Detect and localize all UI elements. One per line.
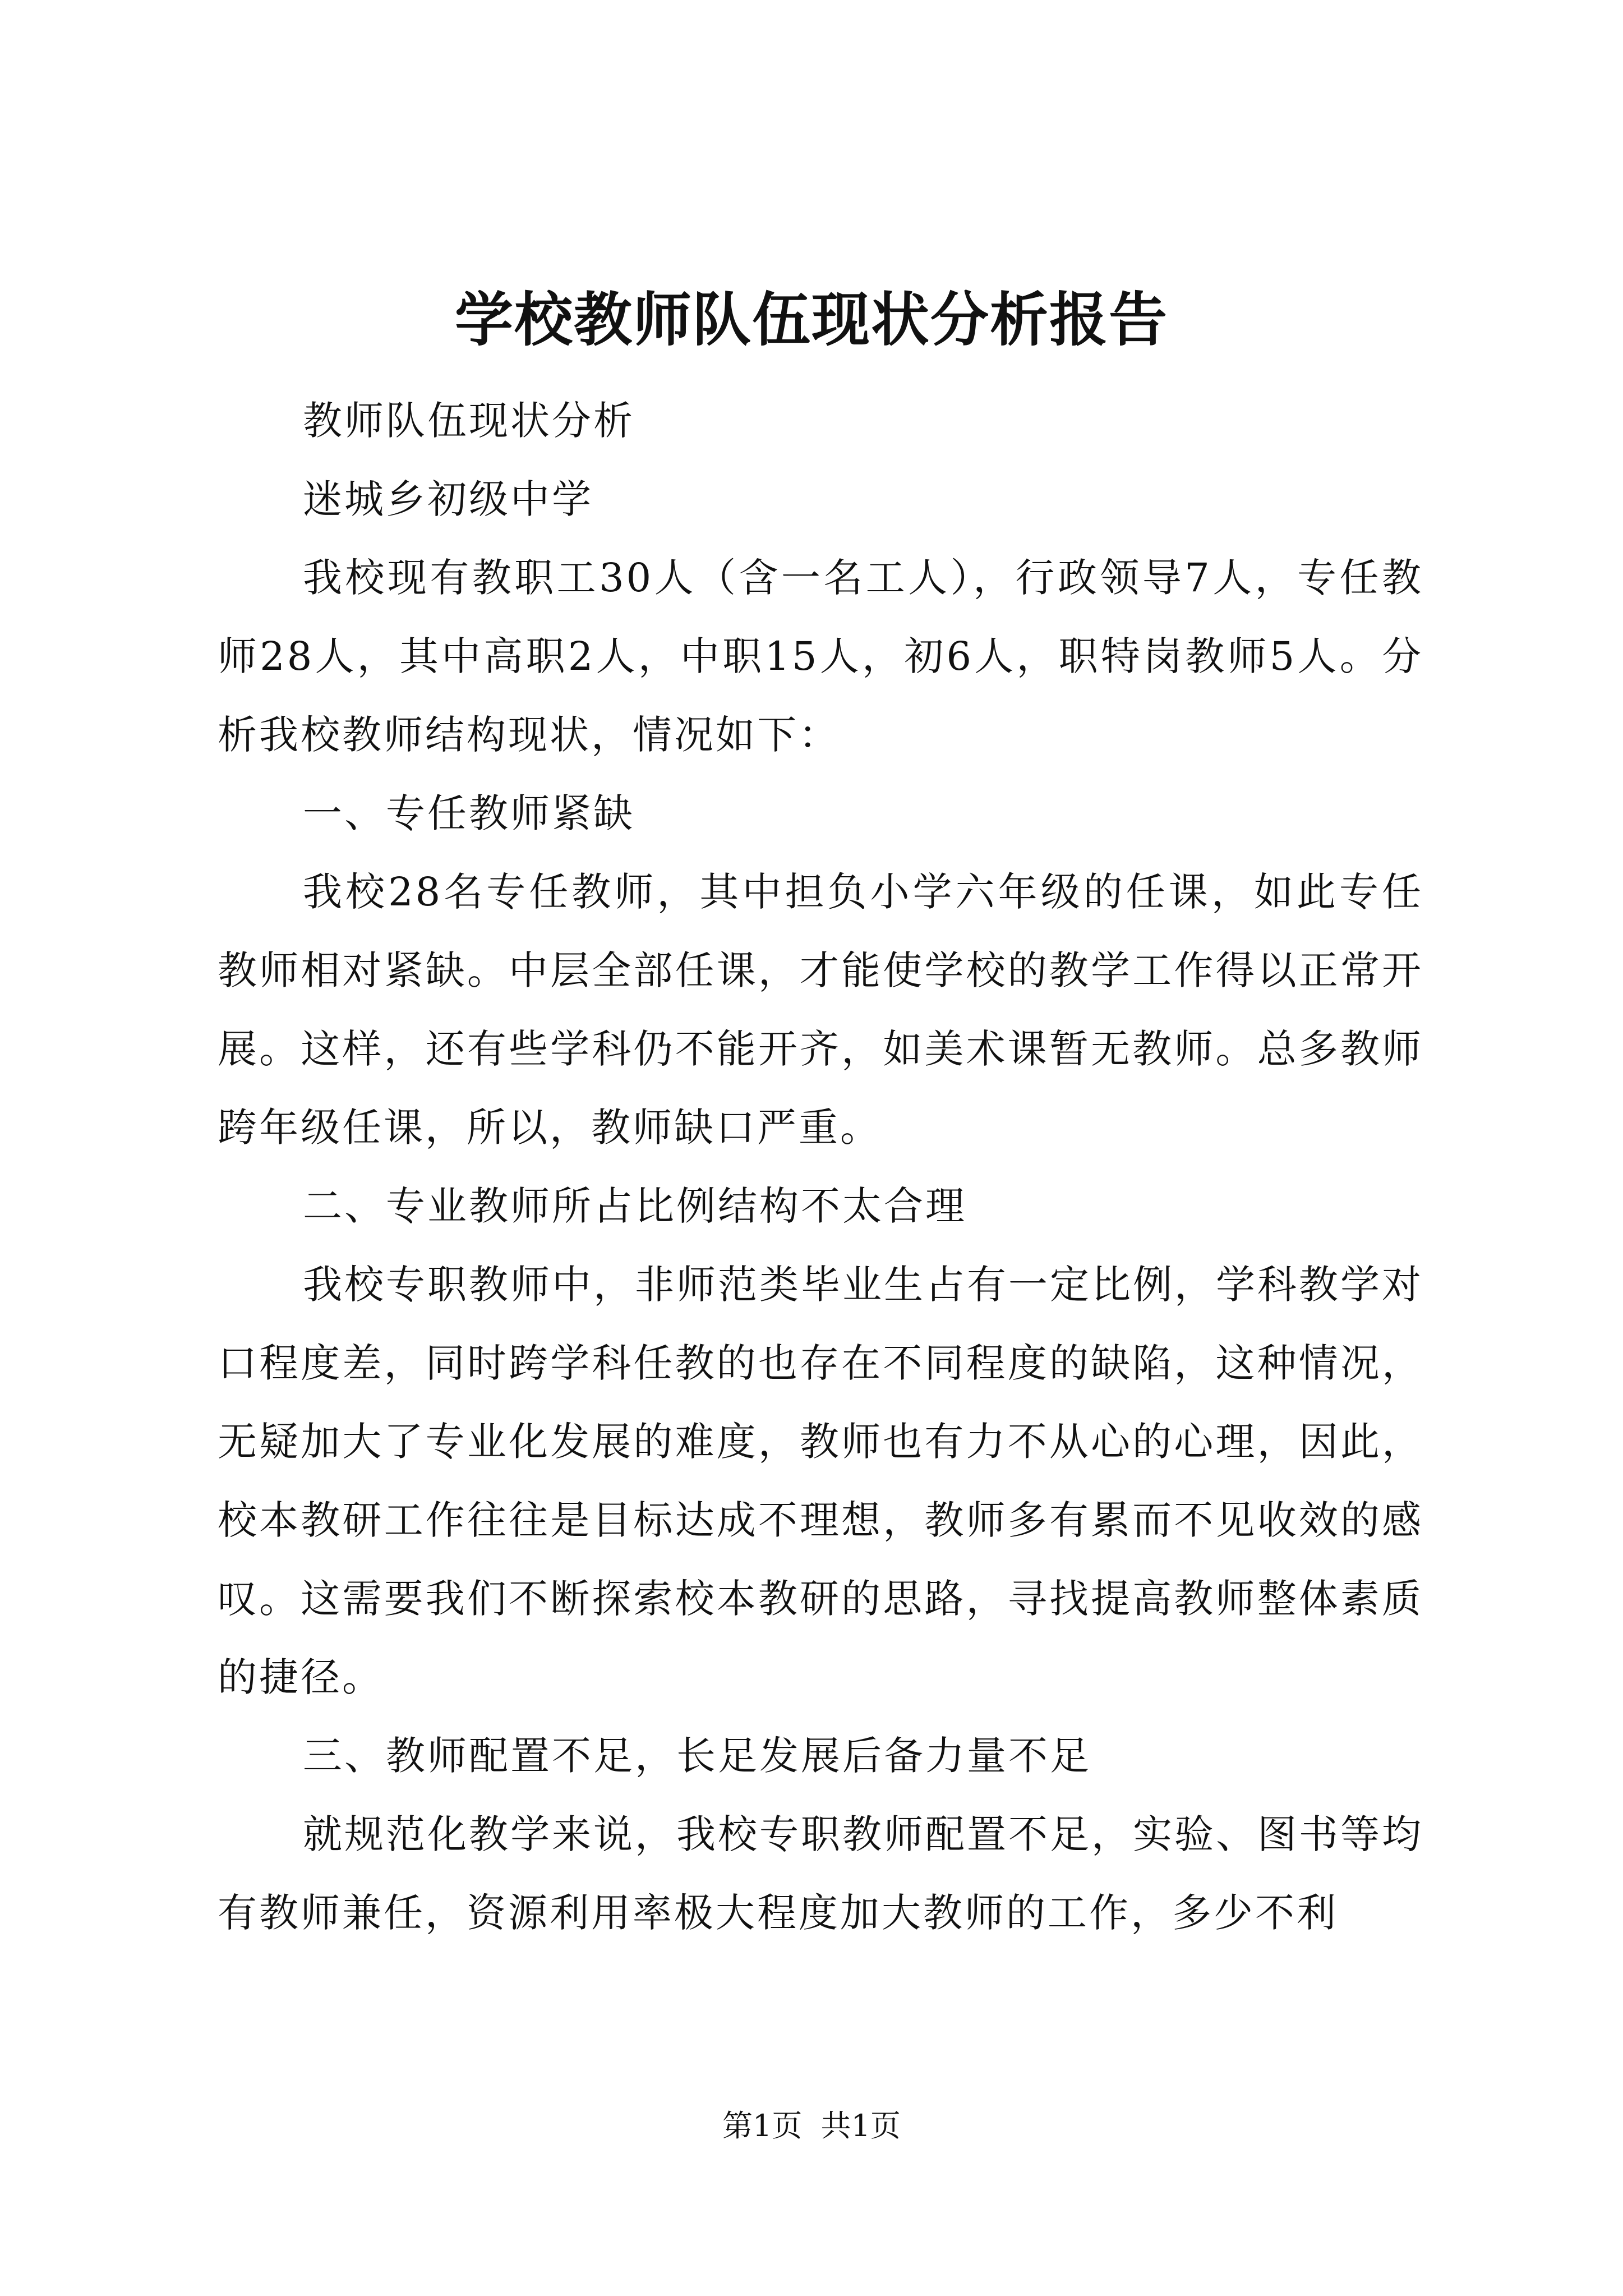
page-total: 共1页 (820, 2108, 901, 2143)
section-heading-3: 三、教师配置不足，长足发展后备力量不足 (303, 1733, 1091, 1779)
section-body-3: 就规范化教学来说，我校专职教师配置不足，实验、图书等均有教师兼任，资源利用率极大程度加大教师的工作，多少不利 (218, 1811, 1423, 1936)
intro-paragraph: 我校现有教职工30人（含一名工人），行政领导7人，专任教师28人，其中高职2人，中职15人，初6人，职特岗教师5人。分析我校教师结构现状，情况如下： (218, 555, 1423, 758)
page-number: 第1页 (722, 2108, 803, 2143)
section-heading-1: 一、专任教师紧缺 (303, 790, 635, 836)
document-body (218, 381, 1423, 1952)
section-body-2: 我校专职教师中，非师范类毕业生占有一定比例，学科教学对口程度差，同时跨学科任教的也存在不同程度的缺陷，这种情况，无疑加大了专业化发展的难度，教师也有力不从心的心理，因此，校本教研工作往往是目标达成不理想，教师多有累而不见收效的感叹。这需要我们不断探索校本教研的思路，寻找提高教师整体素质的捷径。 (218, 1262, 1423, 1700)
section-heading-2: 二、专业教师所占比例结构不太合理 (303, 1183, 967, 1229)
school-name-paragraph: 迷城乡初级中学 (303, 476, 593, 522)
document-title: 学校教师队伍现状分析报告 (454, 285, 1168, 354)
subtitle-paragraph: 教师队伍现状分析 (303, 398, 635, 444)
section-body-1: 我校28名专任教师，其中担负小学六年级的任课，如此专任教师相对紧缺。中层全部任课，才能使学校的教学工作得以正常开展。这样，还有些学科仍不能开齐，如美术课暂无教师。总多教师跨年级任课，所以，教师缺口严重。 (218, 869, 1423, 1151)
page-footer (0, 2106, 1623, 2146)
